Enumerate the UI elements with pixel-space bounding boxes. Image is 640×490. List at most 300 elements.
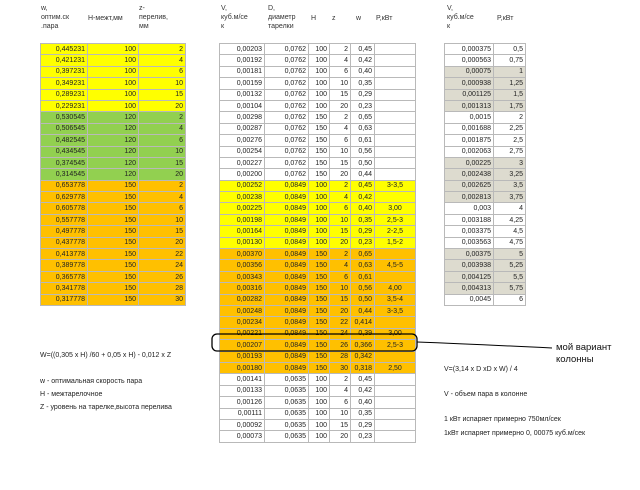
cell-z-perel[interactable]: 10 — [139, 146, 186, 157]
cell-w[interactable]: 0,42 — [351, 55, 375, 66]
cell-H[interactable]: 100 — [309, 180, 330, 191]
cell-w[interactable]: 0,389778 — [41, 260, 88, 271]
cell-v[interactable]: 0,002063 — [445, 146, 494, 157]
cell-z[interactable]: 2 — [330, 180, 351, 191]
cell-w[interactable]: 0,23 — [351, 100, 375, 111]
cell-v[interactable]: 0,003375 — [445, 226, 494, 237]
cell-v[interactable]: 0,00193 — [220, 351, 265, 362]
cell-z-perel[interactable]: 28 — [139, 283, 186, 294]
cell-H[interactable]: 100 — [309, 226, 330, 237]
cell-d[interactable]: 0,0849 — [265, 328, 309, 339]
cell-v[interactable]: 0,00181 — [220, 66, 265, 77]
cell-d[interactable]: 0,0849 — [265, 237, 309, 248]
cell-w[interactable]: 0,63 — [351, 123, 375, 134]
cell-H[interactable]: 150 — [309, 328, 330, 339]
cell-v[interactable]: 0,001875 — [445, 135, 494, 146]
cell-z[interactable]: 28 — [330, 351, 351, 362]
cell-h-mezh[interactable]: 150 — [88, 203, 139, 214]
cell-z[interactable]: 10 — [330, 283, 351, 294]
cell-w[interactable]: 0,63 — [351, 260, 375, 271]
cell-z[interactable]: 4 — [330, 385, 351, 396]
cell-z-perel[interactable]: 15 — [139, 226, 186, 237]
cell-w[interactable]: 0,289231 — [41, 89, 88, 100]
cell-z[interactable]: 20 — [330, 431, 351, 442]
cell-d[interactable]: 0,0762 — [265, 44, 309, 55]
cell-v[interactable]: 0,004125 — [445, 271, 494, 282]
cell-p[interactable]: 4,5-5 — [375, 260, 416, 271]
cell-v[interactable]: 0,00356 — [220, 260, 265, 271]
cell-H[interactable]: 100 — [309, 203, 330, 214]
cell-H[interactable]: 150 — [309, 283, 330, 294]
cell-p[interactable]: 3 — [494, 157, 526, 168]
cell-z[interactable]: 4 — [330, 192, 351, 203]
cell-z[interactable]: 10 — [330, 146, 351, 157]
cell-p[interactable]: 3,25 — [494, 169, 526, 180]
cell-w[interactable]: 0,35 — [351, 408, 375, 419]
cell-d[interactable]: 0,0635 — [265, 431, 309, 442]
cell-w[interactable]: 0,397231 — [41, 66, 88, 77]
cell-z-perel[interactable]: 15 — [139, 157, 186, 168]
cell-p[interactable]: 1,25 — [494, 78, 526, 89]
cell-h-mezh[interactable]: 100 — [88, 44, 139, 55]
cell-H[interactable]: 100 — [309, 431, 330, 442]
cell-H[interactable]: 100 — [309, 397, 330, 408]
cell-p[interactable]: 3,5-4 — [375, 294, 416, 305]
cell-v[interactable]: 0,00238 — [220, 192, 265, 203]
cell-v[interactable]: 0,00248 — [220, 305, 265, 316]
cell-w[interactable]: 0,42 — [351, 385, 375, 396]
cell-v[interactable]: 0,002438 — [445, 169, 494, 180]
cell-d[interactable]: 0,0849 — [265, 351, 309, 362]
cell-d[interactable]: 0,0762 — [265, 78, 309, 89]
cell-z[interactable]: 20 — [330, 100, 351, 111]
cell-z[interactable]: 2 — [330, 44, 351, 55]
cell-p[interactable]: 4,00 — [375, 283, 416, 294]
cell-w[interactable]: 0,629778 — [41, 192, 88, 203]
cell-v[interactable]: 0,000938 — [445, 78, 494, 89]
cell-p[interactable]: 6 — [494, 294, 526, 305]
cell-z[interactable]: 10 — [330, 214, 351, 225]
cell-p[interactable]: 1,5 — [494, 89, 526, 100]
cell-z[interactable]: 4 — [330, 55, 351, 66]
cell-w[interactable]: 0,61 — [351, 135, 375, 146]
cell-w[interactable]: 0,317778 — [41, 294, 88, 305]
cell-p[interactable]: 5,5 — [494, 271, 526, 282]
cell-H[interactable]: 100 — [309, 44, 330, 55]
cell-p[interactable]: 1,75 — [494, 100, 526, 111]
cell-v[interactable]: 0,00282 — [220, 294, 265, 305]
cell-p[interactable]: 5 — [494, 249, 526, 260]
cell-z-perel[interactable]: 24 — [139, 260, 186, 271]
cell-v[interactable]: 0,00200 — [220, 169, 265, 180]
cell-w[interactable]: 0,61 — [351, 271, 375, 282]
cell-H[interactable]: 100 — [309, 78, 330, 89]
cell-z[interactable]: 15 — [330, 419, 351, 430]
cell-p[interactable]: 2,50 — [375, 362, 416, 373]
cell-v[interactable]: 0,00221 — [220, 328, 265, 339]
cell-z-perel[interactable]: 4 — [139, 55, 186, 66]
cell-z[interactable]: 4 — [330, 123, 351, 134]
cell-H[interactable]: 150 — [309, 249, 330, 260]
cell-p[interactable]: 2,25 — [494, 123, 526, 134]
cell-H[interactable]: 100 — [309, 55, 330, 66]
cell-d[interactable]: 0,0849 — [265, 317, 309, 328]
cell-z[interactable]: 20 — [330, 169, 351, 180]
cell-h-mezh[interactable]: 150 — [88, 180, 139, 191]
cell-p[interactable]: 2-2,5 — [375, 226, 416, 237]
cell-w[interactable]: 0,56 — [351, 283, 375, 294]
cell-H[interactable]: 150 — [309, 123, 330, 134]
cell-w[interactable]: 0,23 — [351, 237, 375, 248]
cell-v[interactable]: 0,00207 — [220, 340, 265, 351]
cell-h-mezh[interactable]: 120 — [88, 135, 139, 146]
cell-v[interactable]: 0,00164 — [220, 226, 265, 237]
cell-H[interactable]: 150 — [309, 340, 330, 351]
cell-p[interactable]: 1 — [494, 66, 526, 77]
cell-d[interactable]: 0,0762 — [265, 112, 309, 123]
cell-H[interactable]: 150 — [309, 135, 330, 146]
cell-w[interactable]: 0,342 — [351, 351, 375, 362]
cell-H[interactable]: 150 — [309, 271, 330, 282]
cell-z-perel[interactable]: 6 — [139, 203, 186, 214]
cell-p[interactable]: 3,00 — [375, 328, 416, 339]
cell-p[interactable]: 3-3,5 — [375, 180, 416, 191]
cell-p[interactable]: 0,5 — [494, 44, 526, 55]
cell-z-perel[interactable]: 2 — [139, 112, 186, 123]
cell-z-perel[interactable]: 4 — [139, 192, 186, 203]
cell-z-perel[interactable]: 10 — [139, 214, 186, 225]
cell-v[interactable]: 0,00252 — [220, 180, 265, 191]
cell-p[interactable]: 3-3,5 — [375, 305, 416, 316]
cell-w[interactable]: 0,40 — [351, 397, 375, 408]
cell-w[interactable]: 0,35 — [351, 214, 375, 225]
cell-p[interactable]: 4 — [494, 203, 526, 214]
cell-d[interactable]: 0,0849 — [265, 249, 309, 260]
cell-p[interactable]: 5,75 — [494, 283, 526, 294]
cell-v[interactable]: 0,001125 — [445, 89, 494, 100]
cell-v[interactable]: 0,00227 — [220, 157, 265, 168]
cell-z-perel[interactable]: 6 — [139, 66, 186, 77]
cell-d[interactable]: 0,0762 — [265, 55, 309, 66]
cell-z[interactable]: 6 — [330, 135, 351, 146]
cell-d[interactable]: 0,0762 — [265, 169, 309, 180]
cell-d[interactable]: 0,0849 — [265, 214, 309, 225]
cell-w[interactable]: 0,65 — [351, 112, 375, 123]
cell-d[interactable]: 0,0849 — [265, 271, 309, 282]
cell-z[interactable]: 10 — [330, 408, 351, 419]
cell-w[interactable]: 0,413778 — [41, 249, 88, 260]
cell-d[interactable]: 0,0849 — [265, 192, 309, 203]
cell-v[interactable]: 0,00073 — [220, 431, 265, 442]
cell-d[interactable]: 0,0762 — [265, 123, 309, 134]
cell-w[interactable]: 0,421231 — [41, 55, 88, 66]
cell-z[interactable]: 20 — [330, 237, 351, 248]
cell-h-mezh[interactable]: 150 — [88, 283, 139, 294]
cell-d[interactable]: 0,0762 — [265, 146, 309, 157]
cell-w[interactable]: 0,40 — [351, 66, 375, 77]
cell-d[interactable]: 0,0635 — [265, 374, 309, 385]
cell-h-mezh[interactable]: 150 — [88, 249, 139, 260]
cell-v[interactable]: 0,00132 — [220, 89, 265, 100]
cell-h-mezh[interactable]: 100 — [88, 100, 139, 111]
cell-v[interactable]: 0,002813 — [445, 192, 494, 203]
cell-z-perel[interactable]: 26 — [139, 271, 186, 282]
cell-d[interactable]: 0,0635 — [265, 397, 309, 408]
cell-H[interactable]: 150 — [309, 157, 330, 168]
cell-w[interactable]: 0,653778 — [41, 180, 88, 191]
cell-z[interactable]: 4 — [330, 260, 351, 271]
cell-z[interactable]: 2 — [330, 249, 351, 260]
cell-w[interactable]: 0,45 — [351, 374, 375, 385]
cell-v[interactable]: 0,00104 — [220, 100, 265, 111]
cell-h-mezh[interactable]: 150 — [88, 237, 139, 248]
cell-w[interactable]: 0,437778 — [41, 237, 88, 248]
cell-z[interactable]: 2 — [330, 112, 351, 123]
cell-d[interactable]: 0,0849 — [265, 226, 309, 237]
cell-z[interactable]: 24 — [330, 328, 351, 339]
cell-w[interactable]: 0,434545 — [41, 146, 88, 157]
cell-h-mezh[interactable]: 120 — [88, 169, 139, 180]
cell-w[interactable]: 0,50 — [351, 294, 375, 305]
cell-z[interactable]: 2 — [330, 374, 351, 385]
cell-v[interactable]: 0,00192 — [220, 55, 265, 66]
cell-w[interactable]: 0,44 — [351, 169, 375, 180]
cell-h-mezh[interactable]: 120 — [88, 157, 139, 168]
cell-h-mezh[interactable]: 100 — [88, 66, 139, 77]
cell-z[interactable]: 15 — [330, 294, 351, 305]
cell-z-perel[interactable]: 20 — [139, 237, 186, 248]
cell-d[interactable]: 0,0762 — [265, 89, 309, 100]
cell-z[interactable]: 6 — [330, 66, 351, 77]
cell-H[interactable]: 100 — [309, 374, 330, 385]
cell-w[interactable]: 0,40 — [351, 203, 375, 214]
cell-w[interactable]: 0,366 — [351, 340, 375, 351]
cell-w[interactable]: 0,35 — [351, 78, 375, 89]
cell-d[interactable]: 0,0762 — [265, 135, 309, 146]
cell-z-perel[interactable]: 2 — [139, 44, 186, 55]
cell-z-perel[interactable]: 22 — [139, 249, 186, 260]
cell-p[interactable]: 3,5 — [494, 180, 526, 191]
cell-d[interactable]: 0,0849 — [265, 362, 309, 373]
cell-p[interactable]: 2,5-3 — [375, 214, 416, 225]
cell-w[interactable]: 0,45 — [351, 44, 375, 55]
cell-d[interactable]: 0,0635 — [265, 385, 309, 396]
cell-v[interactable]: 0,0015 — [445, 112, 494, 123]
cell-z[interactable]: 6 — [330, 397, 351, 408]
cell-v[interactable]: 0,003 — [445, 203, 494, 214]
cell-h-mezh[interactable]: 100 — [88, 78, 139, 89]
cell-d[interactable]: 0,0762 — [265, 100, 309, 111]
cell-z[interactable]: 26 — [330, 340, 351, 351]
cell-v[interactable]: 0,00225 — [220, 203, 265, 214]
cell-h-mezh[interactable]: 150 — [88, 260, 139, 271]
cell-w[interactable]: 0,314545 — [41, 169, 88, 180]
cell-w[interactable]: 0,56 — [351, 146, 375, 157]
cell-z[interactable]: 6 — [330, 271, 351, 282]
cell-v[interactable]: 0,000563 — [445, 55, 494, 66]
cell-H[interactable]: 100 — [309, 89, 330, 100]
cell-p[interactable]: 2,5 — [494, 135, 526, 146]
cell-w[interactable]: 0,318 — [351, 362, 375, 373]
cell-v[interactable]: 0,00343 — [220, 271, 265, 282]
cell-p[interactable]: 2 — [494, 112, 526, 123]
cell-z[interactable]: 15 — [330, 157, 351, 168]
cell-H[interactable]: 150 — [309, 260, 330, 271]
cell-v[interactable]: 0,00092 — [220, 419, 265, 430]
cell-w[interactable]: 0,39 — [351, 328, 375, 339]
cell-d[interactable]: 0,0635 — [265, 419, 309, 430]
cell-v[interactable]: 0,003938 — [445, 260, 494, 271]
cell-p[interactable]: 1,5-2 — [375, 237, 416, 248]
cell-d[interactable]: 0,0849 — [265, 305, 309, 316]
cell-z[interactable]: 15 — [330, 89, 351, 100]
cell-w[interactable]: 0,65 — [351, 249, 375, 260]
cell-p[interactable]: 4,25 — [494, 214, 526, 225]
cell-z-perel[interactable]: 6 — [139, 135, 186, 146]
cell-w[interactable]: 0,29 — [351, 89, 375, 100]
cell-v[interactable]: 0,004313 — [445, 283, 494, 294]
cell-p[interactable]: 4,5 — [494, 226, 526, 237]
cell-w[interactable]: 0,229231 — [41, 100, 88, 111]
cell-h-mezh[interactable]: 150 — [88, 294, 139, 305]
cell-w[interactable]: 0,29 — [351, 419, 375, 430]
cell-H[interactable]: 100 — [309, 408, 330, 419]
cell-v[interactable]: 0,00234 — [220, 317, 265, 328]
cell-z[interactable]: 20 — [330, 305, 351, 316]
cell-H[interactable]: 100 — [309, 214, 330, 225]
cell-d[interactable]: 0,0849 — [265, 283, 309, 294]
cell-w[interactable]: 0,29 — [351, 226, 375, 237]
cell-H[interactable]: 150 — [309, 362, 330, 373]
cell-v[interactable]: 0,0045 — [445, 294, 494, 305]
cell-h-mezh[interactable]: 150 — [88, 226, 139, 237]
cell-z[interactable]: 10 — [330, 78, 351, 89]
cell-z-perel[interactable]: 30 — [139, 294, 186, 305]
cell-v[interactable]: 0,001313 — [445, 100, 494, 111]
cell-v[interactable]: 0,001688 — [445, 123, 494, 134]
cell-z-perel[interactable]: 20 — [139, 169, 186, 180]
cell-z[interactable]: 6 — [330, 203, 351, 214]
cell-v[interactable]: 0,000375 — [445, 44, 494, 55]
cell-v[interactable]: 0,00111 — [220, 408, 265, 419]
cell-v[interactable]: 0,00225 — [445, 157, 494, 168]
cell-h-mezh[interactable]: 150 — [88, 271, 139, 282]
cell-d[interactable]: 0,0762 — [265, 157, 309, 168]
cell-v[interactable]: 0,00159 — [220, 78, 265, 89]
cell-d[interactable]: 0,0849 — [265, 294, 309, 305]
cell-h-mezh[interactable]: 120 — [88, 146, 139, 157]
cell-p[interactable]: 5,25 — [494, 260, 526, 271]
cell-v[interactable]: 0,00370 — [220, 249, 265, 260]
cell-h-mezh[interactable]: 100 — [88, 55, 139, 66]
cell-H[interactable]: 100 — [309, 100, 330, 111]
cell-v[interactable]: 0,00141 — [220, 374, 265, 385]
cell-z[interactable]: 15 — [330, 226, 351, 237]
cell-v[interactable]: 0,003188 — [445, 214, 494, 225]
cell-w[interactable]: 0,23 — [351, 431, 375, 442]
cell-w[interactable]: 0,45 — [351, 180, 375, 191]
cell-w[interactable]: 0,414 — [351, 317, 375, 328]
cell-z-perel[interactable]: 10 — [139, 78, 186, 89]
cell-p[interactable]: 3,75 — [494, 192, 526, 203]
cell-v[interactable]: 0,00126 — [220, 397, 265, 408]
cell-H[interactable]: 150 — [309, 146, 330, 157]
cell-w[interactable]: 0,42 — [351, 192, 375, 203]
cell-v[interactable]: 0,003563 — [445, 237, 494, 248]
cell-w[interactable]: 0,506545 — [41, 123, 88, 134]
cell-h-mezh[interactable]: 150 — [88, 214, 139, 225]
cell-H[interactable]: 100 — [309, 419, 330, 430]
cell-z[interactable]: 22 — [330, 317, 351, 328]
cell-w[interactable]: 0,605778 — [41, 203, 88, 214]
cell-v[interactable]: 0,00198 — [220, 214, 265, 225]
cell-v[interactable]: 0,00133 — [220, 385, 265, 396]
cell-d[interactable]: 0,0849 — [265, 180, 309, 191]
cell-v[interactable]: 0,00287 — [220, 123, 265, 134]
cell-d[interactable]: 0,0849 — [265, 260, 309, 271]
cell-z-perel[interactable]: 20 — [139, 100, 186, 111]
cell-p[interactable]: 2,75 — [494, 146, 526, 157]
cell-H[interactable]: 100 — [309, 237, 330, 248]
cell-h-mezh[interactable]: 150 — [88, 192, 139, 203]
cell-p[interactable]: 4,75 — [494, 237, 526, 248]
cell-v[interactable]: 0,00298 — [220, 112, 265, 123]
cell-w[interactable]: 0,482545 — [41, 135, 88, 146]
cell-w[interactable]: 0,365778 — [41, 271, 88, 282]
cell-v[interactable]: 0,002625 — [445, 180, 494, 191]
cell-H[interactable]: 150 — [309, 112, 330, 123]
cell-H[interactable]: 150 — [309, 294, 330, 305]
cell-v[interactable]: 0,00375 — [445, 249, 494, 260]
cell-v[interactable]: 0,00203 — [220, 44, 265, 55]
cell-p[interactable]: 3,00 — [375, 203, 416, 214]
cell-d[interactable]: 0,0635 — [265, 408, 309, 419]
cell-h-mezh[interactable]: 120 — [88, 112, 139, 123]
cell-d[interactable]: 0,0849 — [265, 340, 309, 351]
cell-w[interactable]: 0,44 — [351, 305, 375, 316]
cell-v[interactable]: 0,00130 — [220, 237, 265, 248]
cell-w[interactable]: 0,497778 — [41, 226, 88, 237]
cell-w[interactable]: 0,374545 — [41, 157, 88, 168]
cell-d[interactable]: 0,0849 — [265, 203, 309, 214]
cell-z-perel[interactable]: 4 — [139, 123, 186, 134]
cell-p[interactable]: 0,75 — [494, 55, 526, 66]
cell-w[interactable]: 0,341778 — [41, 283, 88, 294]
cell-w[interactable]: 0,349231 — [41, 78, 88, 89]
cell-z-perel[interactable]: 2 — [139, 180, 186, 191]
cell-H[interactable]: 150 — [309, 317, 330, 328]
cell-H[interactable]: 100 — [309, 385, 330, 396]
cell-p[interactable]: 2,5-3 — [375, 340, 416, 351]
cell-w[interactable]: 0,557778 — [41, 214, 88, 225]
cell-h-mezh[interactable]: 100 — [88, 89, 139, 100]
cell-z-perel[interactable]: 15 — [139, 89, 186, 100]
cell-H[interactable]: 100 — [309, 66, 330, 77]
cell-H[interactable]: 100 — [309, 192, 330, 203]
cell-H[interactable]: 150 — [309, 351, 330, 362]
cell-z[interactable]: 30 — [330, 362, 351, 373]
cell-v[interactable]: 0,00075 — [445, 66, 494, 77]
cell-w[interactable]: 0,50 — [351, 157, 375, 168]
cell-v[interactable]: 0,00316 — [220, 283, 265, 294]
cell-v[interactable]: 0,00180 — [220, 362, 265, 373]
cell-v[interactable]: 0,00254 — [220, 146, 265, 157]
cell-v[interactable]: 0,00276 — [220, 135, 265, 146]
cell-H[interactable]: 150 — [309, 305, 330, 316]
cell-w[interactable]: 0,445231 — [41, 44, 88, 55]
cell-d[interactable]: 0,0762 — [265, 66, 309, 77]
cell-H[interactable]: 150 — [309, 169, 330, 180]
